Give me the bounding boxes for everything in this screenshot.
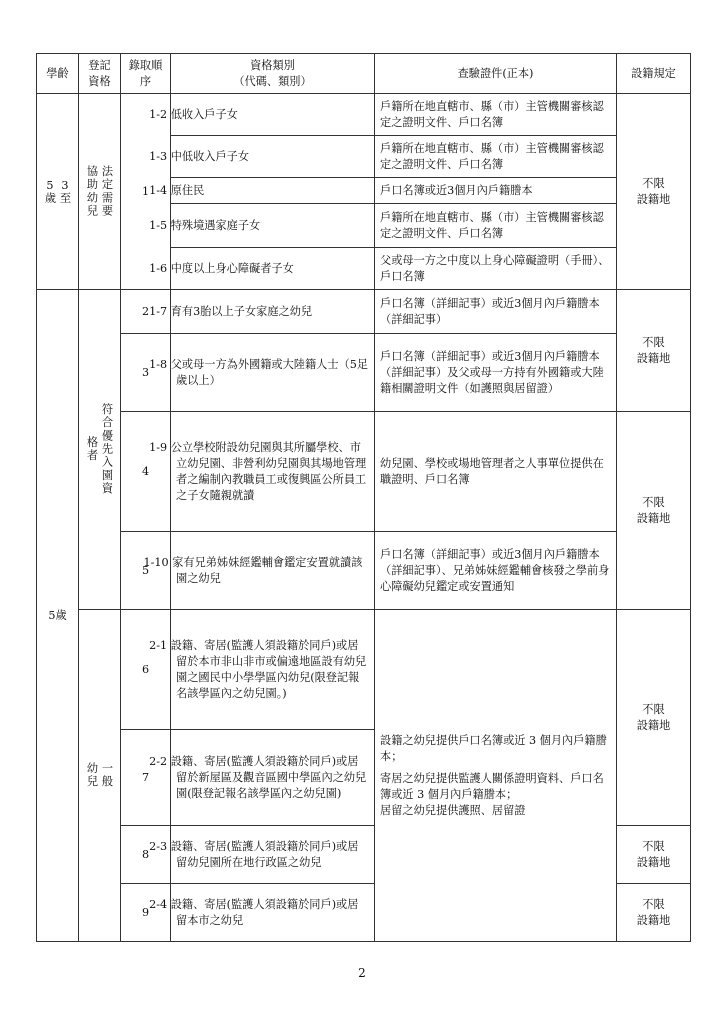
documents-cell: 幼兒園、學校或場地管理者之人事單位提供在職證明、戶口名簿 [375, 412, 617, 532]
header-order: 錄取順序 [121, 54, 171, 94]
household-rule-cell: 不限 設籍地 [617, 290, 691, 412]
category-cell: 2-4 設籍、寄居(監護人須設籍於同戶)或居留本市之幼兒 [171, 884, 375, 942]
order-cell: 2 [121, 290, 171, 334]
documents-cell: 戶口名簿（詳細記事）或近3個月內戶籍謄本（詳細記事）、兄弟姊妹經鑑輔會核發之學前身心障礙幼兒鑑定或安置通知 [375, 532, 617, 610]
category-cell: 1-6 中度以上身心障礙者子女 [171, 248, 375, 290]
household-rule-cell: 不限 設籍地 [617, 412, 691, 610]
table-row [37, 610, 691, 730]
table-row [37, 334, 691, 412]
header-reg-status: 登記資格 [79, 54, 121, 94]
page-number: 2 [358, 966, 366, 980]
table-header-row [37, 54, 691, 94]
header-age: 學齡 [37, 54, 79, 94]
age-5: 5歲 [37, 290, 79, 942]
table-row [37, 412, 691, 532]
header-category-title: 資格類別 [250, 58, 295, 72]
category-cell: 2-2 設籍、寄居(監護人須設籍於同戶)或居留於新屋區及觀音區國中學區內之幼兒園(限登記報名該學區內之幼兒園) [171, 730, 375, 826]
documents-cell: 戶口名簿（詳細記事）或近3個月內戶籍謄本（詳細記事）及父或母一方持有外國籍或大陸籍相關證明文件（如護照與居留證） [375, 334, 617, 412]
order-cell: 8 [121, 826, 171, 884]
documents-cell: 戶籍所在地直轄市、縣（市）主管機關審核認定之證明文件、戶口名簿 [375, 204, 617, 248]
category-cell: 1-3 中低收入戶子女 [171, 136, 375, 178]
header-household-rule: 設籍規定 [617, 54, 691, 94]
age-3-to-5: 3至5歲 [37, 94, 79, 290]
category-cell: 1-2 低收入戶子女 [171, 94, 375, 136]
table-row [37, 532, 691, 610]
household-rule-cell: 不限 設籍地 [617, 94, 691, 290]
category-cell: 1-5 特殊境遇家庭子女 [171, 204, 375, 248]
order-cell: 1 [121, 94, 171, 290]
order-cell: 6 [121, 610, 171, 730]
category-cell: 1-10 家有兄弟姊妹經鑑輔會鑑定安置就讀該園之幼兒 [171, 532, 375, 610]
household-rule-cell: 不限 設籍地 [617, 610, 691, 826]
group-priority: 符合優先入園資格者 [79, 290, 121, 610]
documents-cell: 戶籍所在地直轄市、縣（市）主管機關審核認定之證明文件、戶口名簿 [375, 94, 617, 136]
admission-table [36, 53, 691, 942]
order-cell: 3 [121, 334, 171, 412]
category-cell: 1-8 父或母一方為外國籍或大陸籍人士（5足歲以上） [171, 334, 375, 412]
header-category-sub: （代碼、類別） [233, 74, 312, 88]
table-row [37, 290, 691, 334]
documents-cell: 戶口名簿或近3個月內戶籍謄本 [375, 178, 617, 204]
category-cell: 1-9 公立學校附設幼兒園與其所屬學校、市立幼兒園、非營利幼兒園與其場地管理者之編制內教職員工或復興區公所員工之子女隨親就讀 [171, 412, 375, 532]
general-documents-cell [375, 610, 617, 942]
household-rule-cell: 不限 設籍地 [617, 826, 691, 884]
table-row [37, 94, 691, 136]
documents-cell: 戶籍所在地直轄市、縣（市）主管機關審核認定之證明文件、戶口名簿 [375, 136, 617, 178]
header-documents: 查驗證件(正本) [375, 54, 617, 94]
category-cell: 2-3 設籍、寄居(監護人須設籍於同戶)或居留幼兒園所在地行政區之幼兒 [171, 826, 375, 884]
category-cell: 1-4 原住民 [171, 178, 375, 204]
header-category [171, 54, 375, 94]
documents-cell: 父或母一方之中度以上身心障礙證明（手冊）、戶口名簿 [375, 248, 617, 290]
order-cell: 4 [121, 412, 171, 532]
general-docs-line: 居留之幼兒提供護照、居留證 [380, 803, 526, 817]
group-general: 一般幼兒 [79, 610, 121, 942]
order-cell: 7 [121, 730, 171, 826]
household-rule-cell: 不限 設籍地 [617, 884, 691, 942]
category-cell: 2-1 設籍、寄居(監護人須設籍於同戶)或居留於本市非山非市或偏遠地區設有幼兒園之國民中小學學區內幼兒(限登記報名該學區內之幼兒園。) [171, 610, 375, 730]
category-cell: 1-7 育有3胎以上子女家庭之幼兒 [171, 290, 375, 334]
general-docs-line: 設籍之幼兒提供戶口名簿或近 3 個月內戶籍謄本； [380, 733, 607, 763]
order-cell: 5 [121, 532, 171, 610]
general-docs-line: 寄居之幼兒提供監護人關係證明資料、戶口名簿或近 3 個月內戶籍謄本； [380, 771, 604, 801]
group-legal: 法定需要協助幼兒 [79, 94, 121, 290]
documents-cell: 戶口名簿（詳細記事）或近3個月內戶籍謄本（詳細記事） [375, 290, 617, 334]
order-cell: 9 [121, 884, 171, 942]
